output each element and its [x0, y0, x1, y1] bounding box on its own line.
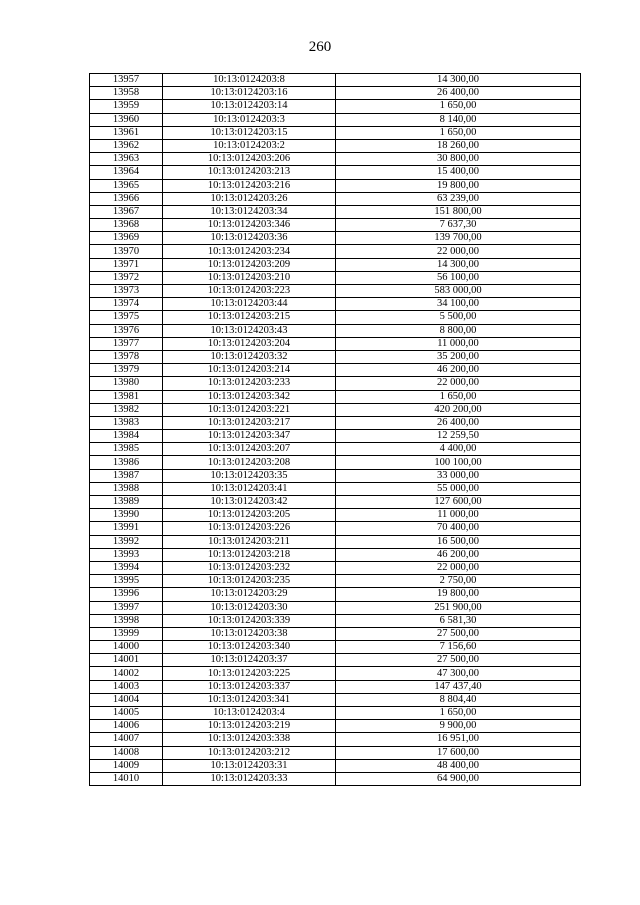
value-cell: 27 500,00: [336, 654, 581, 667]
table-row: [90, 298, 581, 311]
row-number-cell: 14004: [90, 693, 163, 706]
cadastral-number-cell: 10:13:0124203:346: [163, 219, 336, 232]
table-row: [90, 601, 581, 614]
value-cell: 64 900,00: [336, 772, 581, 785]
value-cell: 1 650,00: [336, 707, 581, 720]
cadastral-number-cell: 10:13:0124203:16: [163, 87, 336, 100]
value-cell: 2 750,00: [336, 575, 581, 588]
cadastral-number-cell: 10:13:0124203:340: [163, 641, 336, 654]
table-row: [90, 311, 581, 324]
table-row: [90, 509, 581, 522]
value-cell: 27 500,00: [336, 627, 581, 640]
row-number-cell: 13997: [90, 601, 163, 614]
table-row: [90, 324, 581, 337]
cadastral-number-cell: 10:13:0124203:215: [163, 311, 336, 324]
value-cell: 30 800,00: [336, 153, 581, 166]
value-cell: 35 200,00: [336, 350, 581, 363]
table-row: [90, 219, 581, 232]
table-row: [90, 232, 581, 245]
row-number-cell: 13967: [90, 205, 163, 218]
table-row: [90, 258, 581, 271]
row-number-cell: 13984: [90, 430, 163, 443]
table-row: [90, 482, 581, 495]
table-row: [90, 337, 581, 350]
value-cell: 19 800,00: [336, 588, 581, 601]
row-number-cell: 13978: [90, 350, 163, 363]
value-cell: 17 600,00: [336, 746, 581, 759]
cadastral-number-cell: 10:13:0124203:216: [163, 179, 336, 192]
table-row: [90, 496, 581, 509]
cadastral-number-cell: 10:13:0124203:209: [163, 258, 336, 271]
row-number-cell: 13981: [90, 390, 163, 403]
value-cell: 127 600,00: [336, 496, 581, 509]
table-row: [90, 390, 581, 403]
row-number-cell: 13965: [90, 179, 163, 192]
table-row: [90, 693, 581, 706]
row-number-cell: 13968: [90, 219, 163, 232]
value-cell: 26 400,00: [336, 416, 581, 429]
cadastral-number-cell: 10:13:0124203:33: [163, 772, 336, 785]
table-row: [90, 416, 581, 429]
table-row: [90, 667, 581, 680]
cadastral-number-cell: 10:13:0124203:8: [163, 74, 336, 87]
table-row: [90, 74, 581, 87]
row-number-cell: 13996: [90, 588, 163, 601]
value-cell: 46 200,00: [336, 548, 581, 561]
row-number-cell: 13966: [90, 192, 163, 205]
cadastral-number-cell: 10:13:0124203:30: [163, 601, 336, 614]
cadastral-number-cell: 10:13:0124203:337: [163, 680, 336, 693]
value-cell: 34 100,00: [336, 298, 581, 311]
value-cell: 14 300,00: [336, 258, 581, 271]
row-number-cell: 13974: [90, 298, 163, 311]
table-row: [90, 561, 581, 574]
table-row: [90, 430, 581, 443]
cadastral-number-cell: 10:13:0124203:218: [163, 548, 336, 561]
value-cell: 15 400,00: [336, 166, 581, 179]
row-number-cell: 14000: [90, 641, 163, 654]
row-number-cell: 13983: [90, 416, 163, 429]
table-row: [90, 350, 581, 363]
value-cell: 1 650,00: [336, 126, 581, 139]
value-cell: 55 000,00: [336, 482, 581, 495]
value-cell: 16 951,00: [336, 733, 581, 746]
cadastral-number-cell: 10:13:0124203:26: [163, 192, 336, 205]
table-row: [90, 205, 581, 218]
row-number-cell: 13993: [90, 548, 163, 561]
table-row: [90, 575, 581, 588]
table-row: [90, 179, 581, 192]
cadastral-number-cell: 10:13:0124203:234: [163, 245, 336, 258]
cadastral-number-cell: 10:13:0124203:210: [163, 271, 336, 284]
value-cell: 1 650,00: [336, 390, 581, 403]
row-number-cell: 13987: [90, 469, 163, 482]
row-number-cell: 13992: [90, 535, 163, 548]
value-cell: 22 000,00: [336, 561, 581, 574]
row-number-cell: 13964: [90, 166, 163, 179]
table-row: [90, 588, 581, 601]
row-number-cell: 13985: [90, 443, 163, 456]
value-cell: 100 100,00: [336, 456, 581, 469]
row-number-cell: 13999: [90, 627, 163, 640]
row-number-cell: 13995: [90, 575, 163, 588]
row-number-cell: 14002: [90, 667, 163, 680]
cadastral-number-cell: 10:13:0124203:347: [163, 430, 336, 443]
value-cell: 18 260,00: [336, 139, 581, 152]
cadastral-number-cell: 10:13:0124203:3: [163, 113, 336, 126]
row-number-cell: 13989: [90, 496, 163, 509]
cadastral-number-cell: 10:13:0124203:219: [163, 720, 336, 733]
row-number-cell: 13973: [90, 285, 163, 298]
value-cell: 48 400,00: [336, 759, 581, 772]
value-cell: 47 300,00: [336, 667, 581, 680]
row-number-cell: 13975: [90, 311, 163, 324]
row-number-cell: 14008: [90, 746, 163, 759]
table-row: [90, 113, 581, 126]
value-cell: 26 400,00: [336, 87, 581, 100]
table-row: [90, 443, 581, 456]
value-cell: 1 650,00: [336, 100, 581, 113]
row-number-cell: 14001: [90, 654, 163, 667]
row-number-cell: 13988: [90, 482, 163, 495]
table-row: [90, 641, 581, 654]
value-cell: 139 700,00: [336, 232, 581, 245]
value-cell: 5 500,00: [336, 311, 581, 324]
cadastral-number-cell: 10:13:0124203:207: [163, 443, 336, 456]
cadastral-number-cell: 10:13:0124203:235: [163, 575, 336, 588]
cadastral-number-cell: 10:13:0124203:213: [163, 166, 336, 179]
row-number-cell: 13980: [90, 377, 163, 390]
row-number-cell: 13958: [90, 87, 163, 100]
cadastral-number-cell: 10:13:0124203:35: [163, 469, 336, 482]
table-row: [90, 733, 581, 746]
cadastral-number-cell: 10:13:0124203:208: [163, 456, 336, 469]
value-cell: 14 300,00: [336, 74, 581, 87]
table-row: [90, 772, 581, 785]
value-cell: 7 637,30: [336, 219, 581, 232]
table-row: [90, 245, 581, 258]
row-number-cell: 13994: [90, 561, 163, 574]
cadastral-number-cell: 10:13:0124203:204: [163, 337, 336, 350]
cadastral-number-cell: 10:13:0124203:14: [163, 100, 336, 113]
cadastral-number-cell: 10:13:0124203:38: [163, 627, 336, 640]
table-row: [90, 285, 581, 298]
cadastral-number-cell: 10:13:0124203:226: [163, 522, 336, 535]
row-number-cell: 13998: [90, 614, 163, 627]
cadastral-number-cell: 10:13:0124203:2: [163, 139, 336, 152]
value-cell: 8 800,00: [336, 324, 581, 337]
cadastral-number-cell: 10:13:0124203:32: [163, 350, 336, 363]
cadastral-number-cell: 10:13:0124203:206: [163, 153, 336, 166]
row-number-cell: 13977: [90, 337, 163, 350]
row-number-cell: 13960: [90, 113, 163, 126]
cadastral-number-cell: 10:13:0124203:214: [163, 364, 336, 377]
cadastral-number-cell: 10:13:0124203:211: [163, 535, 336, 548]
value-cell: 33 000,00: [336, 469, 581, 482]
row-number-cell: 13970: [90, 245, 163, 258]
value-cell: 6 581,30: [336, 614, 581, 627]
value-cell: 22 000,00: [336, 377, 581, 390]
row-number-cell: 14005: [90, 707, 163, 720]
table-row: [90, 377, 581, 390]
value-cell: 70 400,00: [336, 522, 581, 535]
value-cell: 11 000,00: [336, 509, 581, 522]
row-number-cell: 13986: [90, 456, 163, 469]
cadastral-number-cell: 10:13:0124203:44: [163, 298, 336, 311]
cadastral-number-cell: 10:13:0124203:29: [163, 588, 336, 601]
registry-table: [89, 73, 581, 786]
value-cell: 8 804,40: [336, 693, 581, 706]
table-row: [90, 535, 581, 548]
table-row: [90, 522, 581, 535]
value-cell: 22 000,00: [336, 245, 581, 258]
value-cell: 151 800,00: [336, 205, 581, 218]
cadastral-number-cell: 10:13:0124203:37: [163, 654, 336, 667]
row-number-cell: 14006: [90, 720, 163, 733]
table-row: [90, 707, 581, 720]
table-row: [90, 100, 581, 113]
row-number-cell: 14009: [90, 759, 163, 772]
table-row: [90, 87, 581, 100]
value-cell: 4 400,00: [336, 443, 581, 456]
cadastral-number-cell: 10:13:0124203:225: [163, 667, 336, 680]
value-cell: 12 259,50: [336, 430, 581, 443]
table-row: [90, 126, 581, 139]
value-cell: 46 200,00: [336, 364, 581, 377]
row-number-cell: 14010: [90, 772, 163, 785]
cadastral-number-cell: 10:13:0124203:338: [163, 733, 336, 746]
row-number-cell: 13961: [90, 126, 163, 139]
cadastral-number-cell: 10:13:0124203:43: [163, 324, 336, 337]
row-number-cell: 13971: [90, 258, 163, 271]
value-cell: 7 156,60: [336, 641, 581, 654]
cadastral-number-cell: 10:13:0124203:205: [163, 509, 336, 522]
row-number-cell: 14007: [90, 733, 163, 746]
row-number-cell: 13991: [90, 522, 163, 535]
table-row: [90, 469, 581, 482]
table-row: [90, 627, 581, 640]
row-number-cell: 13962: [90, 139, 163, 152]
table-row: [90, 153, 581, 166]
value-cell: 147 437,40: [336, 680, 581, 693]
value-cell: 19 800,00: [336, 179, 581, 192]
value-cell: 11 000,00: [336, 337, 581, 350]
table-row: [90, 456, 581, 469]
cadastral-number-cell: 10:13:0124203:31: [163, 759, 336, 772]
row-number-cell: 13959: [90, 100, 163, 113]
cadastral-number-cell: 10:13:0124203:217: [163, 416, 336, 429]
table-row: [90, 746, 581, 759]
value-cell: 63 239,00: [336, 192, 581, 205]
cadastral-number-cell: 10:13:0124203:34: [163, 205, 336, 218]
table-row: [90, 403, 581, 416]
cadastral-number-cell: 10:13:0124203:233: [163, 377, 336, 390]
cadastral-number-cell: 10:13:0124203:41: [163, 482, 336, 495]
row-number-cell: 13972: [90, 271, 163, 284]
value-cell: 56 100,00: [336, 271, 581, 284]
table-row: [90, 192, 581, 205]
cadastral-number-cell: 10:13:0124203:341: [163, 693, 336, 706]
row-number-cell: 13990: [90, 509, 163, 522]
cadastral-number-cell: 10:13:0124203:232: [163, 561, 336, 574]
value-cell: 16 500,00: [336, 535, 581, 548]
cadastral-number-cell: 10:13:0124203:4: [163, 707, 336, 720]
value-cell: 9 900,00: [336, 720, 581, 733]
row-number-cell: 13963: [90, 153, 163, 166]
table-row: [90, 548, 581, 561]
row-number-cell: 13969: [90, 232, 163, 245]
value-cell: 251 900,00: [336, 601, 581, 614]
value-cell: 8 140,00: [336, 113, 581, 126]
table-row: [90, 364, 581, 377]
table-row: [90, 759, 581, 772]
cadastral-number-cell: 10:13:0124203:15: [163, 126, 336, 139]
cadastral-number-cell: 10:13:0124203:221: [163, 403, 336, 416]
row-number-cell: 13957: [90, 74, 163, 87]
table-row: [90, 680, 581, 693]
page-number: 260: [308, 39, 332, 55]
cadastral-number-cell: 10:13:0124203:223: [163, 285, 336, 298]
table-row: [90, 614, 581, 627]
value-cell: 420 200,00: [336, 403, 581, 416]
cadastral-number-cell: 10:13:0124203:339: [163, 614, 336, 627]
table-row: [90, 166, 581, 179]
cadastral-number-cell: 10:13:0124203:342: [163, 390, 336, 403]
row-number-cell: 13982: [90, 403, 163, 416]
registry-table-body: [90, 74, 581, 786]
table-row: [90, 720, 581, 733]
row-number-cell: 13979: [90, 364, 163, 377]
cadastral-number-cell: 10:13:0124203:212: [163, 746, 336, 759]
table-row: [90, 271, 581, 284]
row-number-cell: 14003: [90, 680, 163, 693]
row-number-cell: 13976: [90, 324, 163, 337]
table-row: [90, 654, 581, 667]
table-row: [90, 139, 581, 152]
cadastral-number-cell: 10:13:0124203:36: [163, 232, 336, 245]
cadastral-number-cell: 10:13:0124203:42: [163, 496, 336, 509]
value-cell: 583 000,00: [336, 285, 581, 298]
